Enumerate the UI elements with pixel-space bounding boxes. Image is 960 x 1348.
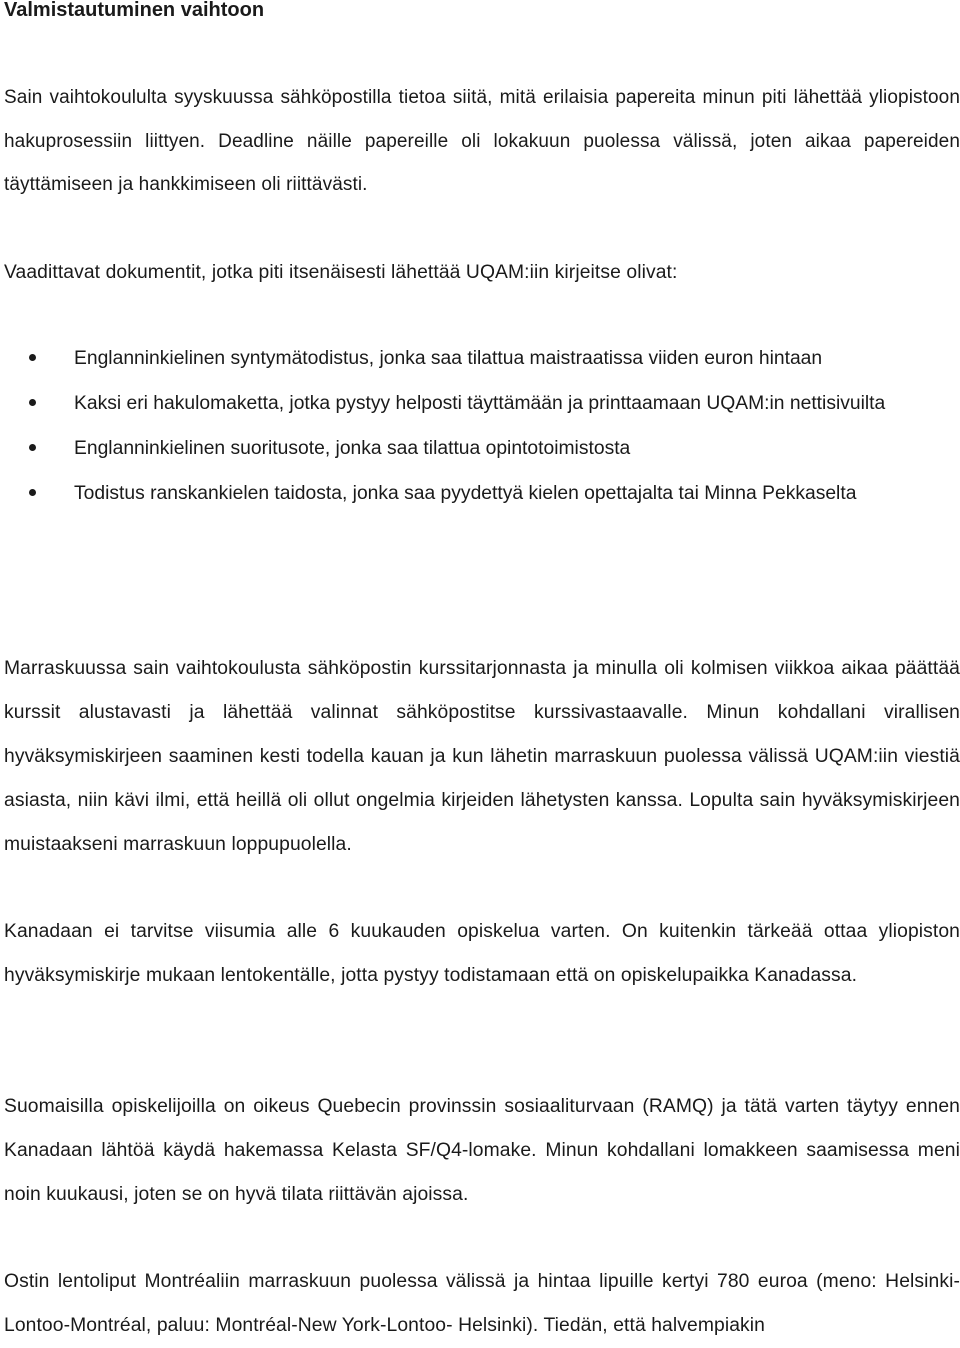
paragraph-flights: Ostin lentoliput Montréaliin marraskuun puolessa välissä ja hintaa lipuille kertyi 780 euroa (meno: Helsinki-Lontoo-Montréal, paluu: Montréal-New York-Lontoo- Helsinki). Tiedän, että halvempiakin xyxy=(4,1271,960,1336)
list-item-text: Todistus ranskankielen taidosta, jonka saa pyydettyä kielen opettajalta tai Minna Pekkaselta xyxy=(74,483,857,504)
list-item xyxy=(0,381,960,426)
bullet-icon xyxy=(29,354,36,361)
bullet-icon xyxy=(29,489,36,496)
bullet-icon xyxy=(29,399,36,406)
list-item-text: Englanninkielinen suoritusote, jonka saa tilattua opintotoimistosta xyxy=(74,438,631,459)
paragraph-course-selection: Marraskuussa sain vaihtokoulusta sähköpostin kurssitarjonnasta ja minulla oli kolmisen viikkoa aikaa päättää kurssit alustavasti ja lähettää valinnat sähköpostitse kurssivastaavalle. Minun kohdallani virallisen hyväksymiskirjeen saaminen kesti todella kauan ja kun lähetin marraskuun puolessa välissä UQAM:iin viestiä asiasta, niin kävi ilmi, että heillä oli ollut ongelmia kirjeiden lähetysten kanssa. Lopulta sain hyväksymiskirjeen muistaakseni marraskuun loppupuolella. xyxy=(4,658,960,855)
paragraph-visa: Kanadaan ei tarvitse viisumia alle 6 kuukauden opiskelua varten. On kuitenkin tärkeää ottaa yliopiston hyväksymiskirje mukaan lentokentälle, jotta pystyy todistamaan että on opiskelupaikka Kanadassa. xyxy=(4,921,960,986)
list-item xyxy=(0,336,960,381)
paragraph-application-info: Sain vaihtokoululta syyskuussa sähköpostilla tietoa siitä, mitä erilaisia papereita minun piti lähettää yliopistoon hakuprosessiin liittyen. Deadline näille papereille oli lokakuun puolessa välissä, joten aikaa papereiden täyttämiseen ja hankkimiseen oli riittävästi. xyxy=(4,87,960,195)
list-item-text: Englanninkielinen syntymätodistus, jonka saa tilattua maistraatissa viiden euron hintaan xyxy=(74,348,823,369)
paragraph-required-documents: Vaadittavat dokumentit, jotka piti itsenäisesti lähettää UQAM:iin kirjeitse olivat: xyxy=(4,262,678,283)
required-documents-list xyxy=(0,336,960,516)
bullet-icon xyxy=(29,444,36,451)
page-title: Valmistautuminen vaihtoon xyxy=(4,0,265,21)
list-item xyxy=(0,426,960,471)
list-item xyxy=(0,471,960,516)
paragraph-social-security: Suomaisilla opiskelijoilla on oikeus Quebecin provinssin sosiaaliturvaan (RAMQ) ja tätä varten täytyy ennen Kanadaan lähtöä käydä hakemassa Kelasta SF/Q4-lomake. Minun kohdallani lomakkeen saamisessa meni noin kuukausi, joten se on hyvä tilata riittävän ajoissa. xyxy=(4,1096,960,1205)
list-item-text: Kaksi eri hakulomaketta, jotka pystyy helposti täyttämään ja printtaamaan UQAM:in nettisivuilta xyxy=(74,393,886,414)
